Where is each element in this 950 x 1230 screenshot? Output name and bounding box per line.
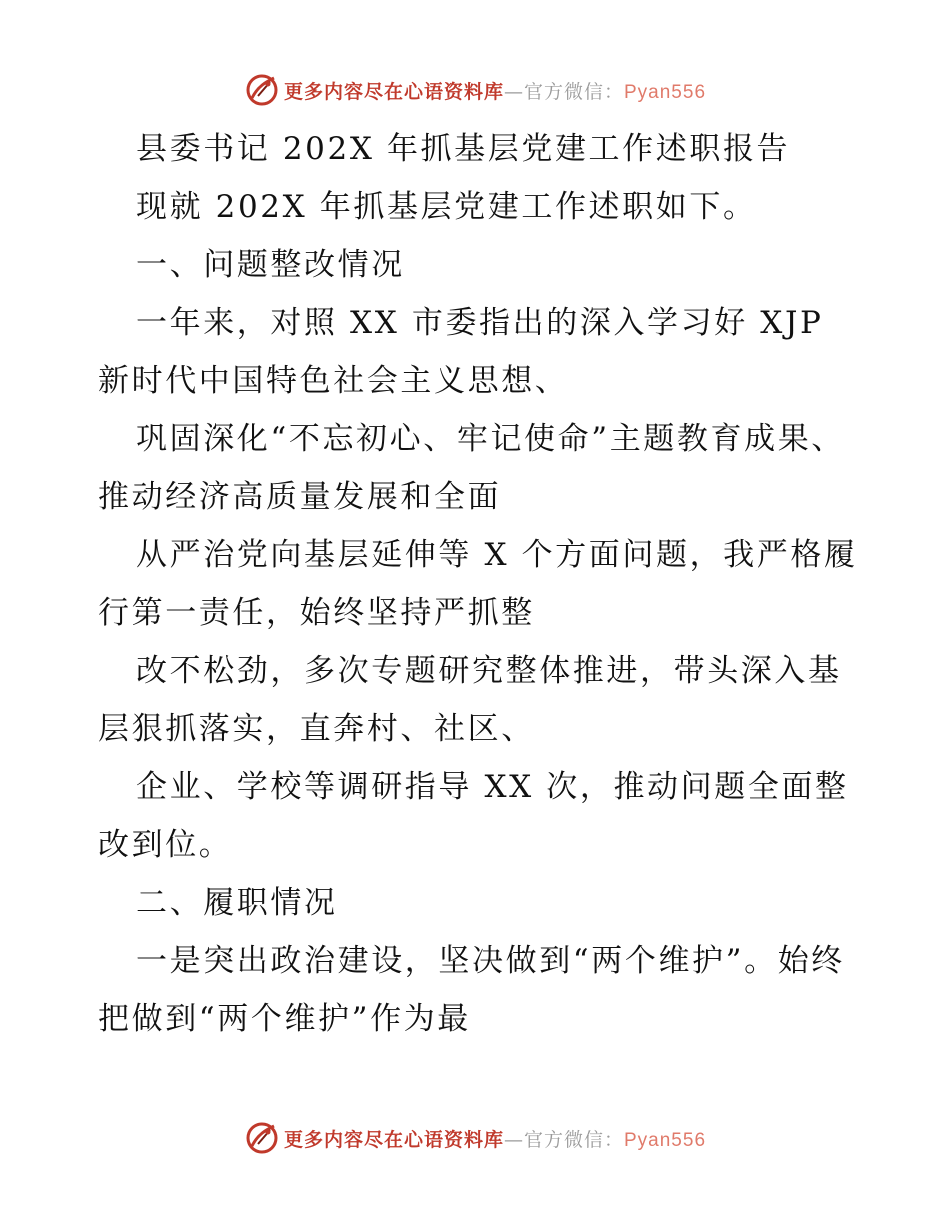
paragraph-4: 改不松劲，多次专题研究整体推进，带头深入基层狠抓落实，直奔村、社区、 — [98, 653, 842, 747]
document-body — [98, 120, 858, 1048]
watermark-site: 更多内容尽在心语资料库 — [283, 1128, 504, 1151]
paragraph-1: 一年来，对照 XX 市委指出的深入学习好 XJP 新时代中国特色社会主义思想、 — [98, 305, 836, 399]
paragraph-3: 从严治党向基层延伸等 X 个方面问题，我严格履行第一责任，始终坚持严抓整 — [98, 537, 858, 631]
paragraph-6: 一是突出政治建设，坚决做到“两个维护”。始终把做到“两个维护”作为最 — [98, 943, 845, 1037]
paragraph-5: 企业、学校等调研指导 XX 次，推动问题全面整改到位。 — [98, 769, 849, 863]
watermark-separator: — — [503, 1128, 524, 1151]
document-title: 县委书记 202X 年抓基层党建工作述职报告 — [136, 131, 791, 167]
section-heading-1: 一、问题整改情况 — [136, 247, 405, 283]
watermark-footer — [0, 1118, 950, 1158]
watermark-site: 更多内容尽在心语资料库 — [283, 80, 504, 103]
logo-icon — [244, 1120, 280, 1156]
paragraph-2: 巩固深化“不忘初心、牢记使命”主题教育成果、推动经济高质量发展和全面 — [98, 421, 845, 515]
logo-icon — [244, 72, 280, 108]
section-heading-2: 二、履职情况 — [136, 885, 338, 921]
watermark-header — [0, 70, 950, 110]
watermark-separator: — — [503, 80, 524, 103]
watermark-text — [284, 1125, 706, 1152]
watermark-wechat-id: Pyan556 — [624, 81, 707, 103]
watermark-text — [284, 77, 706, 104]
watermark-wechat-label: 官方微信： — [523, 1128, 624, 1151]
watermark-wechat-id: Pyan556 — [624, 1129, 707, 1151]
intro-paragraph: 现就 202X 年抓基层党建工作述职如下。 — [136, 189, 757, 225]
watermark-wechat-label: 官方微信： — [523, 80, 624, 103]
